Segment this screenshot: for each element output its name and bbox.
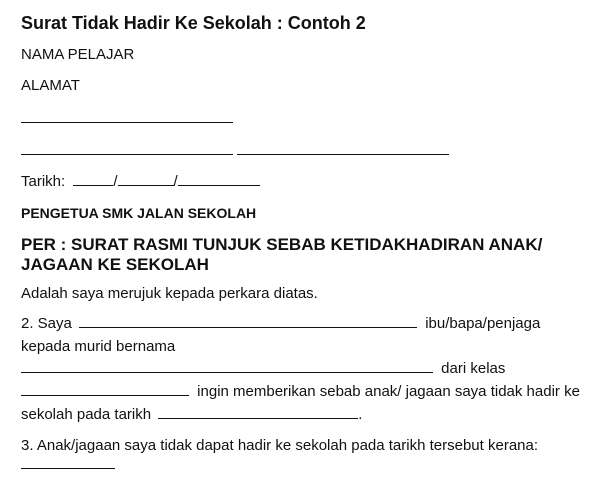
- date-year-blank[interactable]: [178, 173, 260, 186]
- para2-line-1: [21, 315, 540, 333]
- parent-name-blank[interactable]: [79, 315, 417, 328]
- para2-kepada-text: kepada murid bernama: [21, 338, 176, 355]
- class-blank[interactable]: [21, 383, 189, 396]
- para2-ingin-text: ingin memberikan sebab anak/ jagaan saya tidak hadir ke: [197, 383, 580, 400]
- date-row: [21, 173, 260, 191]
- para2-saya-text: 2. Saya: [21, 315, 72, 332]
- address-blank-line-1[interactable]: [21, 122, 233, 123]
- absence-date-blank[interactable]: [158, 406, 358, 419]
- date-label: Tarikh:: [21, 173, 66, 190]
- student-name-blank[interactable]: [21, 360, 433, 373]
- subject-line-2: JAGAAN KE SEKOLAH: [21, 255, 209, 274]
- para2-line-3: [21, 360, 505, 378]
- date-slash-1: /: [113, 173, 118, 190]
- date-slash-2: /: [173, 173, 178, 190]
- para2-sekolah-text: sekolah pada tarikh: [21, 406, 152, 423]
- subject-line-1: PER : SURAT RASMI TUNJUK SEBAB KETIDAKHADIRAN ANAK/: [21, 235, 543, 254]
- para2-ibubapa-text: ibu/bapa/penjaga: [425, 315, 541, 332]
- para2-line-5: [21, 406, 362, 424]
- date-day-blank[interactable]: [73, 173, 113, 186]
- student-name-label: NAMA PELAJAR: [21, 46, 135, 63]
- para3-text: 3. Anak/jagaan saya tidak dapat hadir ke sekolah pada tarikh tersebut kerana:: [21, 437, 539, 454]
- date-month-blank[interactable]: [118, 173, 174, 186]
- document-title: Surat Tidak Hadir Ke Sekolah : Contoh 2: [21, 13, 366, 33]
- para2-darikelas-text: dari kelas: [441, 360, 506, 377]
- address-label: ALAMAT: [21, 77, 80, 94]
- reason-blank-line[interactable]: [21, 468, 115, 469]
- address-blank-line-2[interactable]: [21, 154, 233, 155]
- recipient-line: PENGETUA SMK JALAN SEKOLAH: [21, 205, 257, 221]
- para2-line-4: [21, 383, 580, 401]
- para2-period: .: [358, 406, 363, 423]
- intro-paragraph: Adalah saya merujuk kepada perkara diatas.: [21, 285, 318, 302]
- address-blank-line-3[interactable]: [237, 154, 449, 155]
